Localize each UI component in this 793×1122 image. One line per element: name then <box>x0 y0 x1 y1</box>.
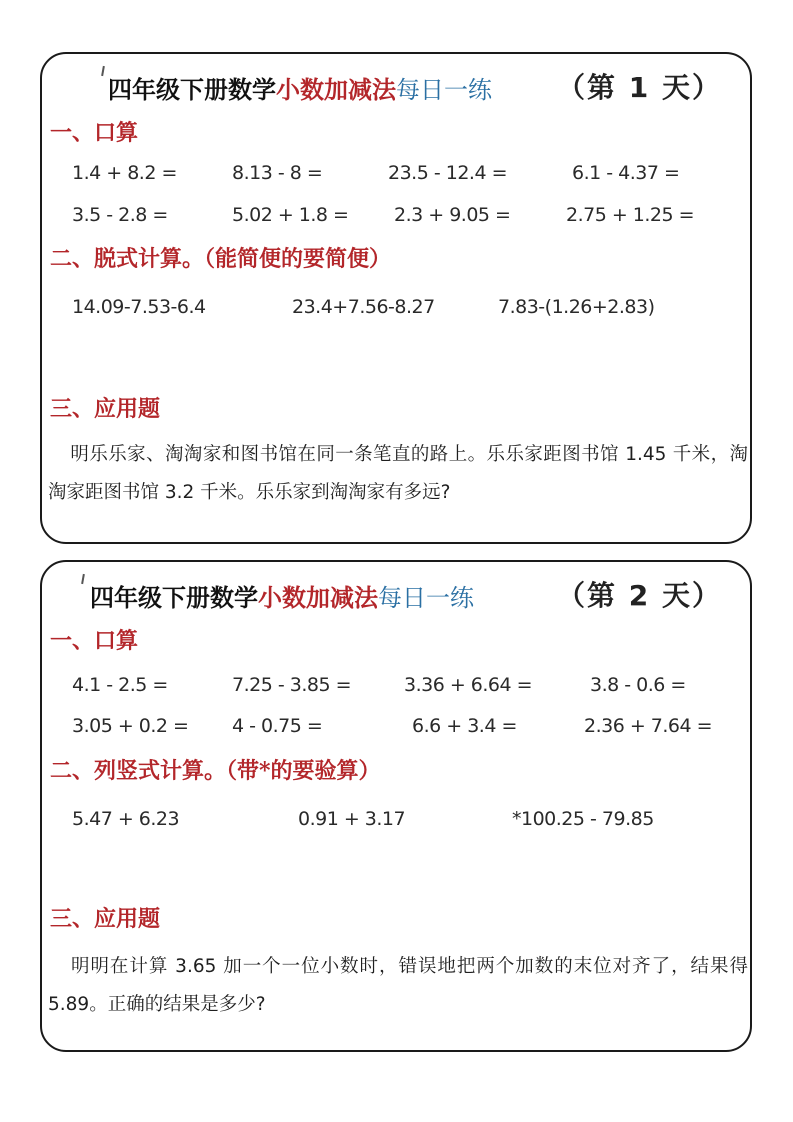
title-grade: 四年级下册数学 <box>90 583 258 612</box>
oral-problem: 6.6 + 3.4 = <box>412 715 517 737</box>
pen-mark <box>101 66 105 76</box>
title-day: （第 2 天） <box>557 579 722 612</box>
title-day: （第 1 天） <box>557 71 722 104</box>
section-heading-vertical: 二、列竖式计算。（带*的要验算） <box>50 758 381 784</box>
title-grade: 四年级下册数学 <box>108 75 276 104</box>
oral-problem: 1.4 + 8.2 = <box>72 162 177 184</box>
calc-problem: 23.4+7.56-8.27 <box>292 296 435 318</box>
oral-problem: 7.25 - 3.85 = <box>232 674 352 696</box>
calc-problem: 7.83-(1.26+2.83) <box>498 296 655 318</box>
oral-problem: 23.5 - 12.4 = <box>388 162 508 184</box>
oral-problem: 8.13 - 8 = <box>232 162 323 184</box>
worksheet-title <box>42 570 750 614</box>
section-heading-calc: 二、脱式计算。（能简便的要简便） <box>50 246 392 272</box>
section-heading-oral: 一、口算 <box>50 120 139 146</box>
word-problem: 明乐乐家、淘淘家和图书馆在同一条笔直的路上。乐乐家距图书馆 1.45 千米，淘淘家距图书馆 3.2 千米。乐乐家到淘淘家有多远? <box>48 444 748 503</box>
oral-problem: 4 - 0.75 = <box>232 715 323 737</box>
worksheet-title <box>42 62 750 106</box>
oral-problem: 4.1 - 2.5 = <box>72 674 168 696</box>
oral-problem: 6.1 - 4.37 = <box>572 162 680 184</box>
vertical-problem: 5.47 + 6.23 <box>72 808 180 830</box>
worksheet-day-1 <box>40 52 752 544</box>
oral-problem: 2.36 + 7.64 = <box>584 715 713 737</box>
vertical-problem: *100.25 - 79.85 <box>512 808 654 830</box>
calc-problem: 14.09-7.53-6.4 <box>72 296 206 318</box>
pen-mark <box>81 574 85 584</box>
title-topic: 小数加减法 <box>258 583 378 612</box>
vertical-problem: 0.91 + 3.17 <box>298 808 406 830</box>
oral-problem: 2.75 + 1.25 = <box>566 204 695 226</box>
section-heading-word: 三、应用题 <box>50 396 161 422</box>
oral-problem: 3.05 + 0.2 = <box>72 715 189 737</box>
worksheet-day-2 <box>40 560 752 1052</box>
title-topic: 小数加减法 <box>276 75 396 104</box>
oral-problem: 5.02 + 1.8 = <box>232 204 349 226</box>
section-heading-oral: 一、口算 <box>50 628 139 654</box>
title-daily: 每日一练 <box>378 584 474 612</box>
oral-problem: 3.8 - 0.6 = <box>590 674 686 696</box>
oral-problem: 3.5 - 2.8 = <box>72 204 168 226</box>
oral-problem: 3.36 + 6.64 = <box>404 674 533 696</box>
title-daily: 每日一练 <box>396 76 492 104</box>
word-problem: 明明在计算 3.65 加一个一位小数时，错误地把两个加数的末位对齐了，结果得 5.89。正确的结果是多少? <box>48 956 748 1015</box>
section-heading-word: 三、应用题 <box>50 906 161 932</box>
oral-problem: 2.3 + 9.05 = <box>394 204 511 226</box>
